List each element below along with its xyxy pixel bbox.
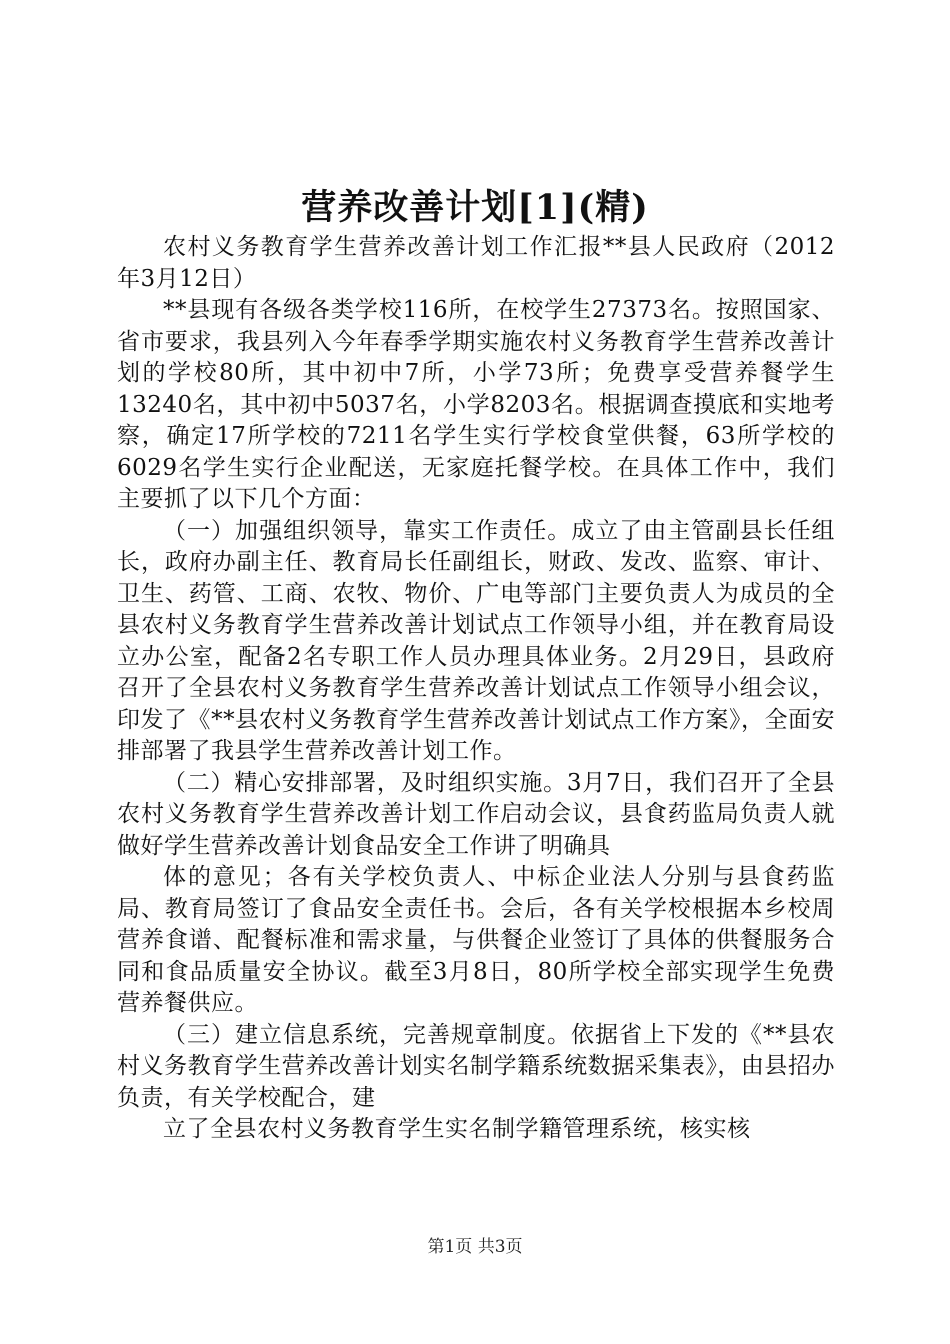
page-number-footer: 第1页 共3页 [427, 1237, 523, 1257]
paragraph-section-3: （三）建立信息系统，完善规章制度。依据省上下发的《**县农村义务教育学生营养改善计划实名制学籍系统数据采集表》，由县招办负责，有关学校配合，建 [117, 1021, 835, 1111]
document-body [117, 232, 835, 1146]
paragraph-section-2: （二）精心安排部署，及时组织实施。3月7日，我们召开了全县农村义务教育学生营养改善计划工作启动会议，县食药监局负责人就做好学生营养改善计划食品安全工作讲了明确具 [117, 769, 835, 859]
paragraph-report-heading: 农村义务教育学生营养改善计划工作汇报**县人民政府（2012年3月12日） [117, 234, 835, 292]
paragraph-overview: **县现有各级各类学校116所，在校学生27373名。按照国家、省市要求，我县列入今年春季学期实施农村义务教育学生营养改善计划的学校80所，其中初中7所，小学73所；免费享受营养餐学生13240名，其中初中5037名，小学8203名。根据调查摸底和实地考察，确定17所学校的7211名学生实行学校食堂供餐，63所学校的6029名学生实行企业配送，无家庭托餐学校。在具体工作中，我们主要抓了以下几个方面： [117, 297, 835, 512]
paragraph-section-1: （一）加强组织领导，靠实工作责任。成立了由主管副县长任组长，政府办副主任、教育局长任副组长，财政、发改、监察、审计、卫生、药管、工商、农牧、物价、广电等部门主要负责人为成员的全县农村义务教育学生营养改善计划试点工作领导小组，并在教育局设立办公室，配备2名专职工作人员办理具体业务。2月29日，县政府召开了全县农村义务教育学生营养改善计划试点工作领导小组会议，印发了《**县农村义务教育学生营养改善计划试点工作方案》，全面安排部署了我县学生营养改善计划工作。 [117, 517, 835, 764]
paragraph-section-3-continued: 立了全县农村义务教育学生实名制学籍管理系统，核实核 [163, 1116, 751, 1142]
paragraph-section-2-continued: 体的意见；各有关学校负责人、中标企业法人分别与县食药监局、教育局签订了食品安全责任书。会后，各有关学校根据本乡校周营养食谱、配餐标准和需求量，与供餐企业签订了具体的供餐服务合同和食品质量安全协议。截至3月8日，80所学校全部实现学生免费营养餐供应。 [117, 864, 835, 1016]
document-title: 营养改善计划[1](精) [301, 187, 649, 228]
